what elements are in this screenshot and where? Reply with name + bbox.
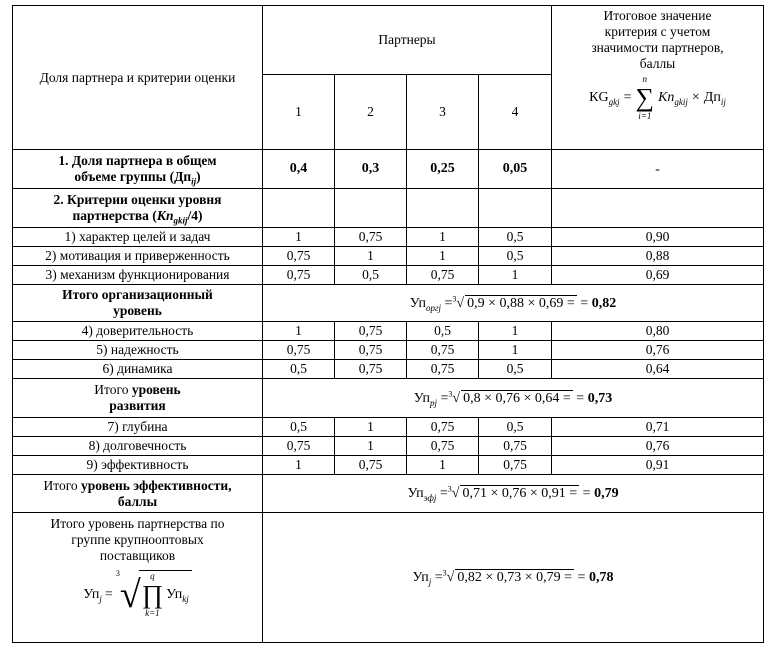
share-row-label: 1. Доля партнера в общем объеме группы $(Дп_{ij})$ <box>13 150 263 189</box>
criterion-label: 9) эффективность <box>13 456 263 475</box>
criterion-label: 8) долговечность <box>13 437 263 456</box>
table-row <box>13 228 764 247</box>
criterion-label: 2) мотивация и приверженность <box>13 247 263 266</box>
score-cell: 0,75 <box>407 341 479 360</box>
score-cell: 0,75 <box>407 437 479 456</box>
table-row <box>13 322 764 341</box>
root-sign: √ <box>119 573 141 616</box>
empty-cell <box>263 189 335 228</box>
score-cell: 0,75 <box>335 322 407 341</box>
share-value: 0,4 <box>263 150 335 189</box>
score-cell: 0,5 <box>407 322 479 341</box>
share-final-value: - <box>552 150 764 189</box>
final-score-cell: 0,69 <box>552 266 764 285</box>
table-row <box>13 360 764 379</box>
score-cell: 0,75 <box>263 437 335 456</box>
score-cell: 0,75 <box>407 266 479 285</box>
score-cell: 0,75 <box>479 437 552 456</box>
final-score-cell: 0,71 <box>552 418 764 437</box>
score-cell: 0,75 <box>335 228 407 247</box>
partner-number: 1 <box>263 75 335 150</box>
score-cell: 1 <box>407 247 479 266</box>
score-cell: 1 <box>407 228 479 247</box>
dev-total-formula: $Уп_{рj} =^3√$ 0,8 × 0,76 × 0,64 = = 0,73 <box>263 379 764 418</box>
score-cell: 0,5 <box>479 228 552 247</box>
criterion-label: 7) глубина <box>13 418 263 437</box>
score-cell: 0,5 <box>335 266 407 285</box>
partner-number: 4 <box>479 75 552 150</box>
score-cell: 0,5 <box>479 247 552 266</box>
score-cell: 1 <box>479 266 552 285</box>
org-total-label: Итого организационный уровень <box>13 285 263 322</box>
score-cell: 1 <box>263 228 335 247</box>
score-cell: 1 <box>335 437 407 456</box>
partnership-evaluation-table <box>12 5 764 643</box>
score-cell: 0,75 <box>263 247 335 266</box>
final-score-cell: 0,76 <box>552 341 764 360</box>
share-value: 0,25 <box>407 150 479 189</box>
criterion-label: 5) надежность <box>13 341 263 360</box>
score-cell: 0,75 <box>479 456 552 475</box>
score-cell: 1 <box>263 456 335 475</box>
header-partners-label: Партнеры <box>263 6 552 75</box>
grand-total-label: Итого уровень партнерства по группе крупнооптовых поставщиков $Уп_j$ = 3 √ q ∏ k=1 $Уп_{kj}$ <box>13 513 263 643</box>
criterion-label: 1) характер целей и задач <box>13 228 263 247</box>
final-score-cell: 0,88 <box>552 247 764 266</box>
score-cell: 1 <box>335 247 407 266</box>
score-cell: 1 <box>407 456 479 475</box>
score-cell: 0,5 <box>263 360 335 379</box>
grand-total-general-formula: $Уп_j$ = 3 √ q ∏ k=1 $Уп_{kj}$ <box>16 564 259 619</box>
score-cell: 0,5 <box>263 418 335 437</box>
eff-total-formula: $Уп_{эфj} =^3√$ 0,71 × 0,76 × 0,91 = = 0,79 <box>263 475 764 513</box>
score-cell: 0,75 <box>407 418 479 437</box>
score-cell: 0,75 <box>263 341 335 360</box>
partner-number: 3 <box>407 75 479 150</box>
score-cell: 0,5 <box>479 360 552 379</box>
org-total-formula: $Уп_{оргj} =^3√$ 0,9 × 0,88 × 0,69 = = 0,82 <box>263 285 764 322</box>
empty-cell <box>552 189 764 228</box>
score-cell: 0,75 <box>335 360 407 379</box>
table-row <box>13 437 764 456</box>
share-value: 0,3 <box>335 150 407 189</box>
criterion-label: 4) доверительность <box>13 322 263 341</box>
eff-total-label: Итого уровень эффективности, баллы <box>13 475 263 513</box>
criterion-label: 6) динамика <box>13 360 263 379</box>
final-value-formula: $КG_{gkj}$ = n ∑ i=1 $Кп_{gkij}$ × $Дп_{ij}$ <box>589 74 726 121</box>
score-cell: 0,75 <box>335 341 407 360</box>
criterion-label: 3) механизм функционирования <box>13 266 263 285</box>
score-cell: 0,75 <box>335 456 407 475</box>
final-score-cell: 0,91 <box>552 456 764 475</box>
criteria-header-label: 2. Критерии оценки уровня партнерства $(Кп_{gkij}/4)$ <box>13 189 263 228</box>
final-score-cell: 0,64 <box>552 360 764 379</box>
table-row <box>13 341 764 360</box>
partner-number: 2 <box>335 75 407 150</box>
score-cell: 0,5 <box>479 418 552 437</box>
score-cell: 1 <box>479 341 552 360</box>
empty-cell <box>335 189 407 228</box>
sum-symbol: n ∑ i=1 <box>635 74 655 121</box>
header-final-value: Итоговое значение критерия с учетом значимости партнеров, баллы $КG_{gkj}$ = n ∑ i=1 $Кп_{gkij}$ × $Дп_{ij}$ <box>552 6 764 150</box>
header-criteria-label: Доля партнера и критерии оценки <box>13 6 263 150</box>
table-row <box>13 456 764 475</box>
final-score-cell: 0,76 <box>552 437 764 456</box>
share-value: 0,05 <box>479 150 552 189</box>
score-cell: 0,75 <box>263 266 335 285</box>
empty-cell <box>479 189 552 228</box>
table-row <box>13 247 764 266</box>
dev-total-label: Итого уровень развития <box>13 379 263 418</box>
table-row <box>13 266 764 285</box>
product-symbol: q ∏ k=1 <box>141 571 164 618</box>
score-cell: 1 <box>263 322 335 341</box>
empty-cell <box>407 189 479 228</box>
table-row <box>13 418 764 437</box>
final-score-cell: 0,80 <box>552 322 764 341</box>
score-cell: 0,75 <box>407 360 479 379</box>
score-cell: 1 <box>479 322 552 341</box>
final-score-cell: 0,90 <box>552 228 764 247</box>
score-cell: 1 <box>335 418 407 437</box>
grand-total-formula: $Уп_j =^3√$ 0,82 × 0,73 × 0,79 = = 0,78 <box>263 513 764 643</box>
